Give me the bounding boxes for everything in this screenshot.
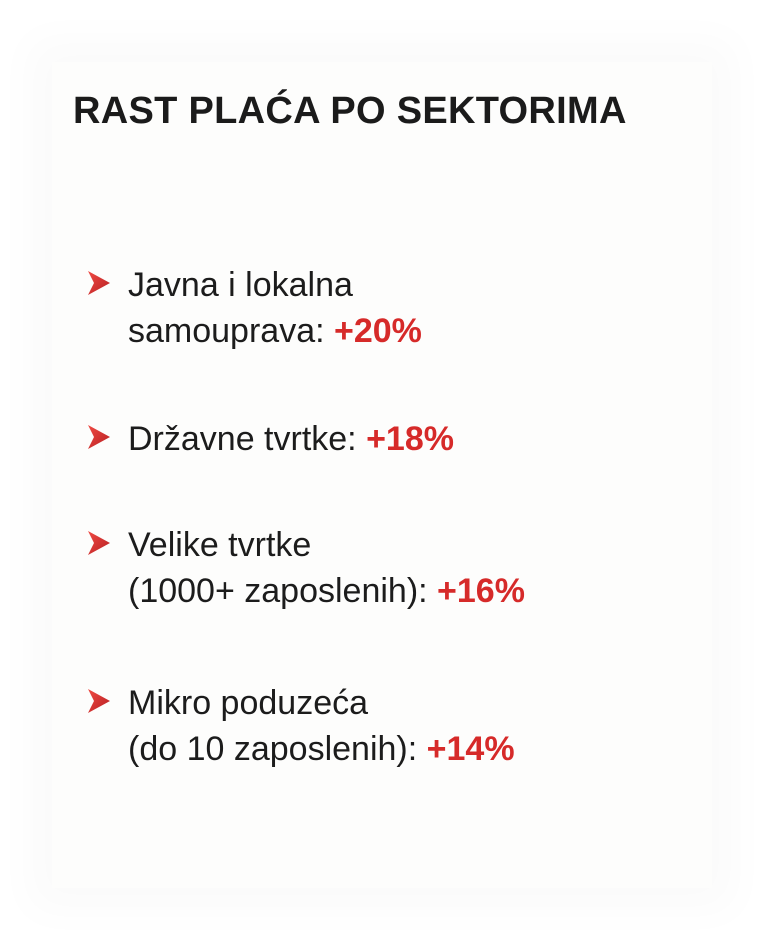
list-item-label-line-2 bbox=[128, 308, 422, 354]
list-item-label: samouprava: bbox=[128, 312, 334, 350]
list-item-label-line-1: Velike tvrtke bbox=[128, 526, 312, 564]
growth-percent: +14% bbox=[426, 730, 515, 768]
growth-percent: +16% bbox=[437, 572, 525, 610]
chevron-right-icon bbox=[86, 423, 112, 451]
list-item-label-line-1: Mikro poduzeća bbox=[128, 684, 369, 722]
list-item-text bbox=[128, 416, 454, 462]
list-item-label-line-2 bbox=[128, 726, 515, 772]
list-item-public-local-government bbox=[86, 262, 726, 354]
chevron-right-icon bbox=[86, 269, 112, 297]
list-item-label-line-2 bbox=[128, 568, 525, 614]
list-item-state-companies bbox=[86, 416, 726, 462]
list-item-large-companies bbox=[86, 522, 726, 614]
list-item-label-line-1 bbox=[128, 416, 454, 462]
list-item-label: (1000+ zaposlenih): bbox=[128, 572, 438, 610]
list-item-label: (do 10 zaposlenih): bbox=[128, 730, 427, 768]
list-item-micro-enterprises bbox=[86, 680, 726, 772]
list-item-text bbox=[128, 262, 422, 354]
list-item-text bbox=[128, 680, 515, 772]
list-item-label-line-1: Javna i lokalna bbox=[128, 266, 353, 304]
list-item-text bbox=[128, 522, 525, 614]
list-item-label: Državne tvrtke: bbox=[128, 420, 367, 458]
page-title: RAST PLAĆA PO SEKTORIMA bbox=[73, 90, 627, 132]
growth-percent: +20% bbox=[334, 312, 422, 350]
chevron-right-icon bbox=[86, 529, 112, 557]
chevron-right-icon bbox=[86, 687, 112, 715]
growth-percent: +18% bbox=[366, 420, 454, 458]
